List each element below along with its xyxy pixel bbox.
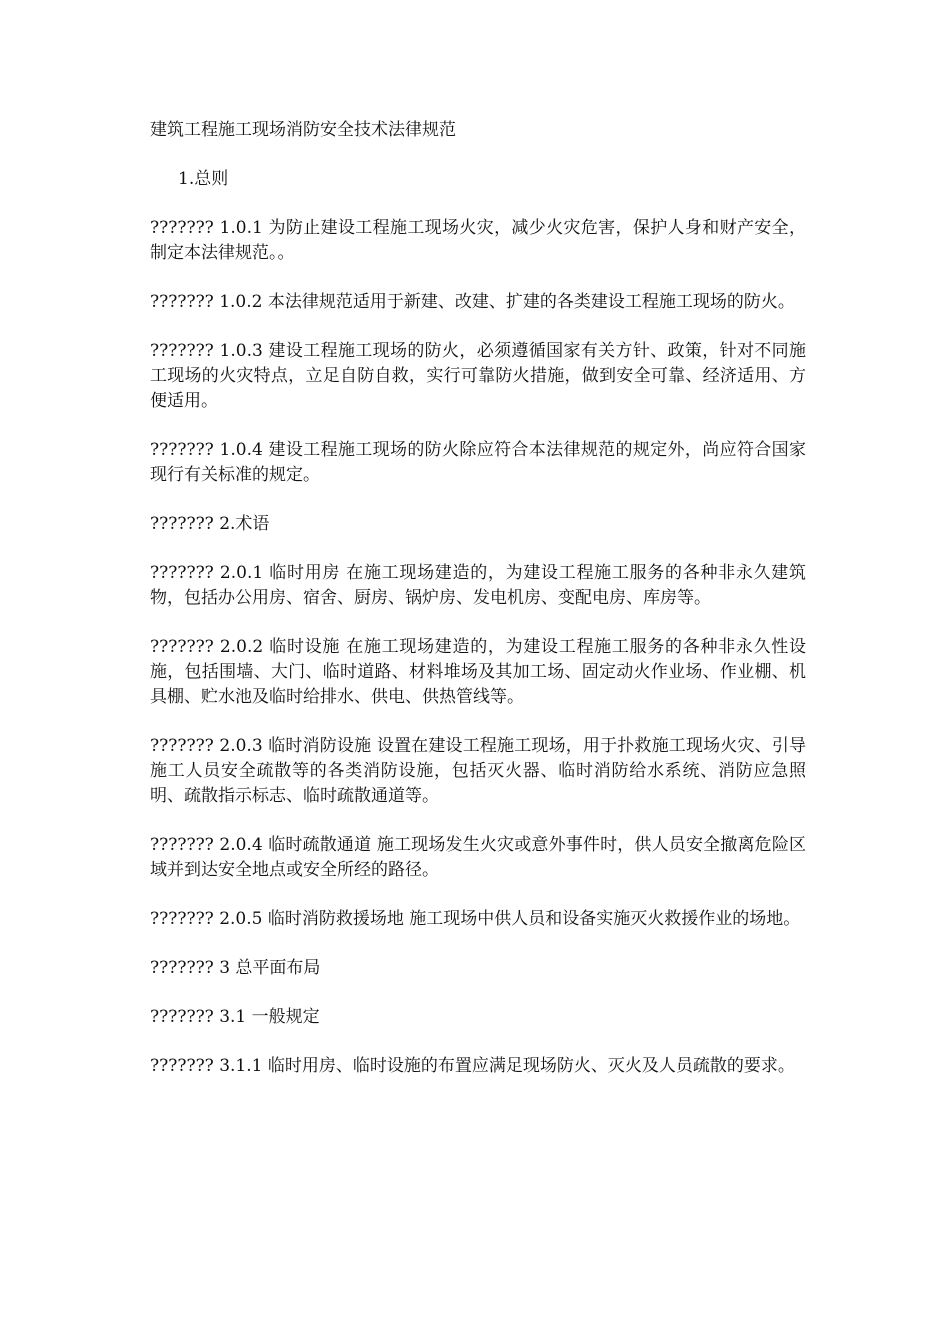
heading-2-terms: ??????? 2.术语: [150, 514, 270, 534]
paragraph-2-0-5: ??????? 2.0.5 临时消防救援场地 施工现场中供人员和设备实施灭火救援作业的场地。: [150, 909, 801, 929]
section-heading: 1.总则: [178, 169, 229, 189]
paragraph-2-0-4: ??????? 2.0.4 临时疏散通道 施工现场发生火灾或意外事件时，供人员安全撤离危险区域并到达安全地点或安全所经的路径。: [150, 835, 806, 880]
paragraph-1-0-1: ??????? 1.0.1 为防止建设工程施工现场火灾，减少火灾危害，保护人身和财产安全，制定本法律规范。。: [150, 218, 806, 263]
heading-3-1-general: ??????? 3.1 一般规定: [150, 1007, 320, 1027]
paragraph-1-0-3: ??????? 1.0.3 建设工程施工现场的防火，必须遵循国家有关方针、政策，针对不同施工现场的火灾特点，立足自防自救，实行可靠防火措施，做到安全可靠、经济适用、方便适用。: [150, 341, 806, 411]
heading-3-layout: ??????? 3 总平面布局: [150, 958, 321, 978]
paragraph-2-0-3: ??????? 2.0.3 临时消防设施 设置在建设工程施工现场，用于扑救施工现场火灾、引导施工人员安全疏散等的各类消防设施，包括灭火器、临时消防给水系统、消防应急照明、疏散指示标志、临时疏散通道等。: [150, 736, 806, 806]
paragraph-1-0-2: ??????? 1.0.2 本法律规范适用于新建、改建、扩建的各类建设工程施工现场的防火。: [150, 292, 795, 312]
document-title: 建筑工程施工现场消防安全技术法律规范: [150, 120, 456, 140]
paragraph-2-0-2: ??????? 2.0.2 临时设施 在施工现场建造的，为建设工程施工服务的各种非永久性设施，包括围墙、大门、临时道路、材料堆场及其加工场、固定动火作业场、作业棚、机具棚、贮水池及临时给排水、供电、供热管线等。: [150, 637, 806, 707]
paragraph-3-1-1: ??????? 3.1.1 临时用房、临时设施的布置应满足现场防火、灭火及人员疏散的要求。: [150, 1056, 795, 1076]
paragraph-2-0-1: ??????? 2.0.1 临时用房 在施工现场建造的，为建设工程施工服务的各种非永久建筑物，包括办公用房、宿舍、厨房、锅炉房、发电机房、变配电房、库房等。: [150, 563, 806, 608]
paragraph-1-0-4: ??????? 1.0.4 建设工程施工现场的防火除应符合本法律规范的规定外，尚应符合国家现行有关标准的规定。: [150, 440, 806, 485]
document-page: [150, 118, 806, 1103]
